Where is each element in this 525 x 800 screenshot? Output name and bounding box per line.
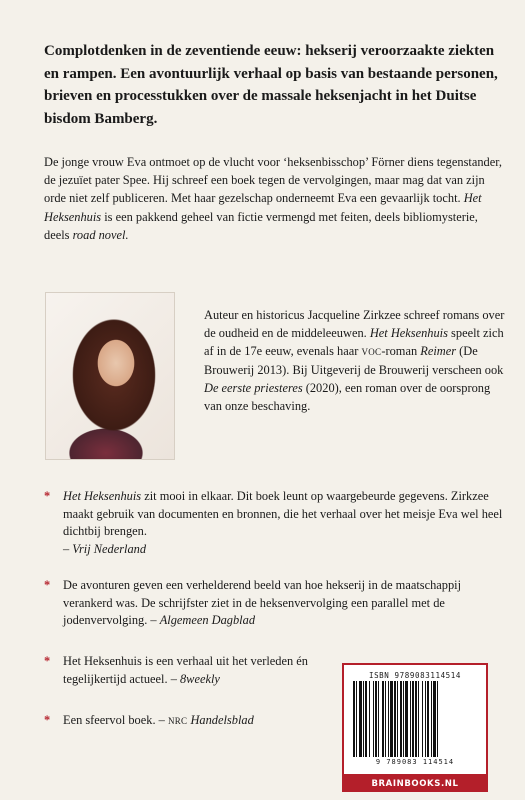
- review-book-title: Het Heksenhuis: [63, 489, 142, 503]
- review-body: Het Heksenhuis is een verhaal uit het verleden én tegelijkertijd actueel.: [63, 654, 308, 686]
- publisher-website: BRAINBOOKS.NL: [342, 776, 488, 792]
- asterisk-icon: *: [44, 654, 51, 668]
- summary-book-title: Het Heksenhuis: [44, 191, 482, 224]
- summary-text-1: De jonge vrouw Eva ontmoet op de vlucht voor ‘heksenbisschop’ Förner diens tegenstander, de jezuïet pater Spee. Hij schreef een boek tegen de vervolgingen, maar mag dat van zijn orde niet zelf publiceren. Met haar gezelschap onderneemt Eva een gevaarlijk tocht.: [44, 155, 502, 206]
- bio-text-3: -roman: [381, 344, 421, 359]
- review-quote-text: [63, 653, 334, 688]
- review-dash: –: [63, 541, 73, 556]
- isbn-digits: 9 789083 114514: [375, 758, 455, 766]
- summary-road-novel: road novel.: [72, 227, 129, 242]
- review-quote-text: [63, 577, 504, 630]
- bio-text-5: (2020), een roman over de oorsprong van onze beschaving.: [204, 380, 491, 414]
- isbn-label: ISBN 9789083114514: [368, 671, 462, 680]
- isbn-barcode: [342, 663, 488, 776]
- review-body: Een sfeervol boek.: [63, 713, 159, 727]
- review-source: 8weekly: [179, 671, 220, 686]
- review-dash: –: [158, 713, 168, 727]
- bio-text-1: Auteur en historicus Jacqueline Zirkzee schreef romans over de oudheid en de middeleeuwen.: [204, 308, 505, 341]
- review-quote-text: [63, 488, 504, 558]
- review-dash: –: [150, 613, 160, 628]
- bio-text-4: (De Brouwerij 2013). Bij Uitgeverij de Brouwerij verscheen ook: [204, 344, 504, 377]
- author-bio: [204, 306, 506, 415]
- bio-title-2: Reimer: [420, 344, 457, 359]
- review-source-nrc: nrc: [167, 713, 188, 727]
- bio-title-1: Het Heksenhuis: [369, 326, 448, 341]
- review-quote-text: [63, 712, 334, 730]
- asterisk-icon: *: [44, 489, 51, 503]
- review-dash: –: [170, 671, 180, 686]
- review-source: Handelsblad: [187, 713, 254, 727]
- review-source: Vrij Nederland: [72, 541, 147, 556]
- summary-paragraph: [44, 153, 506, 244]
- summary-text-2: is een pakkend geheel van fictie vermengd met feiten, deels bibliomysterie, deels: [44, 209, 478, 242]
- bio-text-2: speelt zich af in de 17e eeuw, evenals haar: [204, 326, 504, 359]
- intro-paragraph: Complotdenken in de zeventiende eeuw: hekserij veroorzaakte ziekten en rampen. Een avontuurlijk verhaal op basis van bestaande personen, brieven en processtukken over de massale heksenjacht in het Duitse bisdom Bamberg.: [44, 43, 498, 127]
- asterisk-icon: *: [44, 578, 51, 592]
- review-source: Algemeen Dagblad: [159, 613, 256, 628]
- bio-title-3: De eerste priesteres: [204, 380, 303, 395]
- asterisk-icon: *: [44, 713, 51, 727]
- barcode-icon: [351, 681, 479, 757]
- bio-voc: voc: [361, 344, 382, 359]
- review-body: De avonturen geven een verhelderend beeld van hoe hekserij in de maatschappij verankerd was. De schrijfster ziet in de heksenvervolging een parallel met de jodenvervolging.: [63, 578, 462, 628]
- review-quote-3: [44, 653, 334, 688]
- review-quote-1: [44, 488, 504, 558]
- review-quote-2: [44, 577, 504, 630]
- author-photo: [45, 292, 175, 460]
- review-body: zit mooi in elkaar. Dit boek leunt op waargebeurde gegevens. Zirkzee maakt gebruik van documenten en bronnen, die het verhaal over het meisje Eva wel heel dichtbij brengen.: [63, 489, 503, 539]
- review-quote-4: [44, 712, 334, 730]
